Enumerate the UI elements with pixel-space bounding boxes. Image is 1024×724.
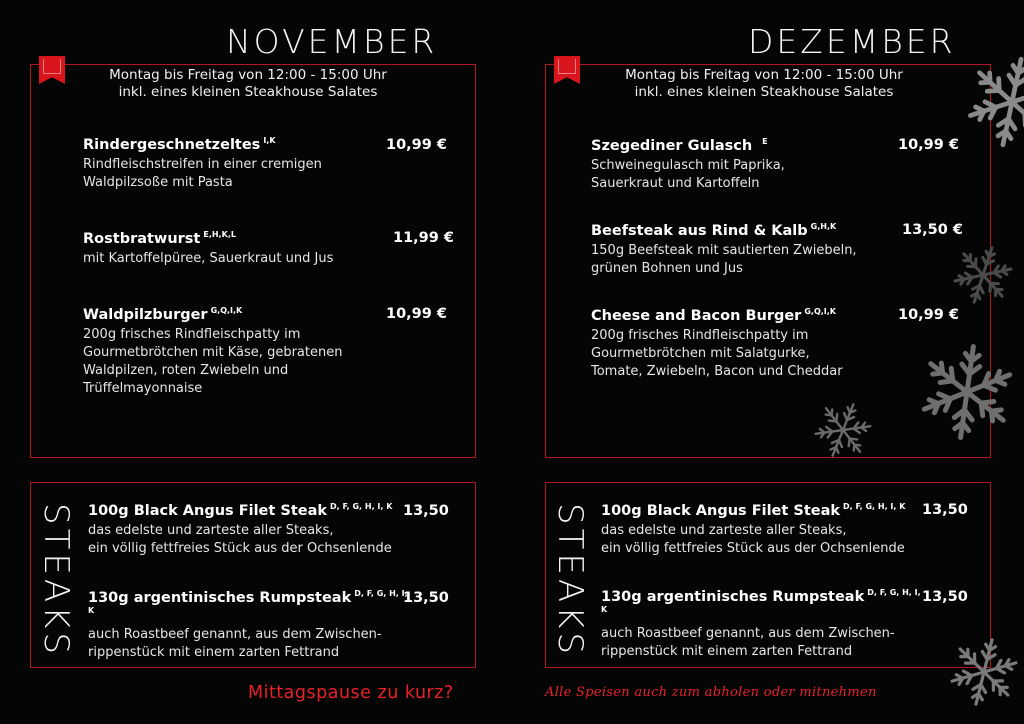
steak-description: das edelste und zarteste aller Steaks, ein völlig fettfreies Stück aus der Ochsenlende — [601, 523, 905, 556]
steak-price: 13,50 — [922, 502, 968, 518]
dish-description: 200g frisches Rindfleischpatty im Gourmetbrötchen mit Käse, gebratenen Waldpilzen, roten Zwiebeln und Trüffelmayonnaise — [83, 327, 343, 396]
allergen-codes: D, F, G, H, I, K — [88, 589, 408, 615]
steak-price: 13,50 — [403, 590, 449, 606]
steak-price: 13,50 — [922, 589, 968, 605]
dish-description: mit Kartoffelpüree, Sauerkraut und Jus — [83, 251, 334, 266]
dish-price: 13,50 € — [902, 222, 964, 238]
dish-price: 10,99 € — [898, 307, 960, 323]
dish-name: Rindergeschnetzeltes $^{I,K}$ — [83, 136, 276, 153]
page-title-november: NOVEMBER — [226, 22, 438, 61]
footer-tagline: Mittagspause zu kurz? — [248, 683, 454, 703]
steaks-label: STEAKS — [550, 503, 590, 658]
dish-name: Waldpilzburger $^{G,Q,I,K}$ — [83, 306, 243, 323]
allergen-codes: E — [762, 137, 768, 146]
dish-price: 11,99 € — [393, 230, 455, 246]
allergen-codes: I,K — [263, 136, 276, 145]
snowflake-icon — [964, 52, 1024, 152]
menu-item — [591, 137, 891, 193]
allergen-codes: D, F, G, H, I, K — [330, 502, 393, 511]
allergen-codes: D, F, G, H, I, K — [601, 588, 921, 614]
menu-item — [83, 306, 383, 398]
steak-name: 100g Black Angus Filet Steak $^{D, F, G, H, I, K}$ — [601, 502, 906, 519]
dish-description: Rindfleischstreifen in einer cremigen Waldpilzsoße mit Pasta — [83, 157, 322, 190]
dish-description: 150g Beefsteak mit sautierten Zwiebeln, grünen Bohnen und Jus — [591, 243, 857, 276]
steak-name: 130g argentinisches Rumpsteak $^{D, F, G, H, I, K}$ — [88, 589, 408, 615]
dish-name: Rostbratwurst $^{E,H,K,L}$ — [83, 230, 236, 247]
allergen-codes: D, F, G, H, I, K — [843, 502, 906, 511]
allergen-codes: E,H,K,L — [203, 230, 236, 239]
subtitle-line: Montag bis Freitag von 12:00 - 15:00 Uhr — [109, 67, 387, 83]
menu-item — [83, 230, 383, 268]
snowflake-icon — [808, 395, 878, 465]
dish-name: Cheese and Bacon Burger $^{G,Q,I,K}$ — [591, 307, 837, 324]
subtitle-line: Montag bis Freitag von 12:00 - 15:00 Uhr — [625, 67, 903, 83]
menu-item — [83, 136, 383, 192]
dish-description: 200g frisches Rindfleischpatty im Gourmetbrötchen mit Salatgurke, Tomate, Zwiebeln, Bacon und Cheddar — [591, 328, 843, 379]
subtitle-line: inkl. eines kleinen Steakhouse Salates — [118, 84, 378, 100]
steak-item — [601, 502, 921, 558]
steak-name: 100g Black Angus Filet Steak $^{D, F, G, H, I, K}$ — [88, 502, 393, 519]
snowflake-icon — [948, 240, 1018, 310]
dish-description: Schweinegulasch mit Paprika, Sauerkraut und Kartoffeln — [591, 158, 785, 191]
snowflake-icon — [915, 340, 1020, 445]
dish-price: 10,99 € — [898, 137, 960, 153]
snowflake-icon — [944, 632, 1024, 712]
lunch-hours-info — [586, 67, 942, 101]
subtitle-line: inkl. eines kleinen Steakhouse Salates — [634, 84, 894, 100]
steak-item — [88, 589, 408, 662]
dish-name: Beefsteak aus Rind & Kalb $^{G,H,K}$ — [591, 222, 837, 239]
steak-name: 130g argentinisches Rumpsteak $^{D, F, G, H, I, K}$ — [601, 588, 921, 614]
steak-price: 13,50 — [403, 503, 449, 519]
menu-item — [591, 307, 891, 381]
steak-description: auch Roastbeef genannt, aus dem Zwischen- rippenstück mit einem zarten Fettrand — [88, 627, 382, 660]
lunch-hours-info — [70, 67, 426, 101]
allergen-codes: G,Q,I,K — [210, 306, 243, 315]
dish-name: Szegediner Gulasch $^E$ — [591, 137, 768, 154]
menu-item — [591, 222, 891, 278]
allergen-codes: G,H,K — [810, 222, 837, 231]
dish-price: 10,99 € — [386, 137, 448, 153]
footer-takeaway-note: Alle Speisen auch zum abholen oder mitnehmen — [545, 685, 877, 700]
page-title-dezember: DEZEMBER — [748, 22, 956, 61]
allergen-codes: G,Q,I,K — [804, 307, 837, 316]
steak-item — [601, 588, 921, 661]
steak-description: das edelste und zarteste aller Steaks, ein völlig fettfreies Stück aus der Ochsenlende — [88, 523, 392, 556]
steak-item — [88, 502, 408, 558]
steak-description: auch Roastbeef genannt, aus dem Zwischen- rippenstück mit einem zarten Fettrand — [601, 626, 895, 659]
dish-price: 10,99 € — [386, 306, 448, 322]
steaks-label: STEAKS — [36, 503, 76, 658]
